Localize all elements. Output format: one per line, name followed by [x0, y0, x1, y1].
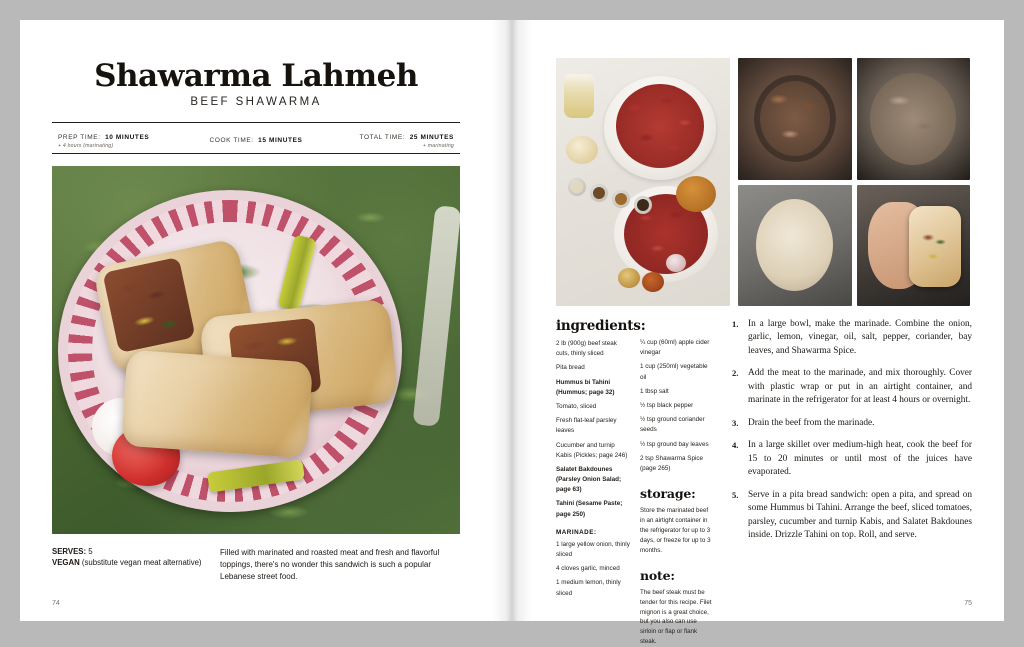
ingredient-item: 2 tsp Shawarma Spice (page 265)	[640, 454, 703, 472]
marinade-item: 1 large yellow onion, thinly sliced	[556, 540, 630, 558]
note-text: The beef steak must be tender for this recipe. Filet mignon is a great choice, but you also can use sirloin or flap or flank steak.	[640, 588, 712, 646]
raw-beef-top	[616, 84, 704, 168]
ingredients-column-2	[640, 318, 714, 647]
storage-heading: storage:	[640, 486, 696, 502]
vegan-note: (substitute vegan meat alternative)	[81, 558, 202, 568]
marinade-item: 4 cloves garlic, minced	[556, 565, 620, 573]
instruction-step: Serve in a pita bread sandwich: open a pita, and spread on some Hummus bi Tahini. Arrange the beef, sliced tomatoes, parsley, cucumber and turnip Kabis, and Salatet Bakdounes inside. Drizzle Tahini on top. Roll, and serve.	[748, 489, 972, 541]
step-photo-marinade	[738, 58, 852, 180]
hero-food-photo	[52, 166, 460, 534]
measuring-spoon-1	[568, 178, 586, 196]
serves-label: SERVES:	[52, 547, 87, 556]
step-photo-rolled-wrap	[857, 185, 971, 307]
instruction-step: Add the meat to the marinade, and mix thoroughly. Cover with plastic wrap or put in an airtight container, and marinate in the refrigerator for at least 4 hours or overnight.	[748, 368, 972, 406]
cook-time-value: 15 MINUTES	[258, 136, 303, 144]
measuring-spoon-3	[612, 190, 630, 208]
total-time-note: + marinating	[422, 143, 454, 150]
ingredient-item: 1 tbsp salt	[640, 387, 669, 395]
instruction-step: In a large bowl, make the marinade. Combine the onion, garlic, lemon, vinegar, oil, salt, pepper, coriander, bay leaves, and Shawarma Spice.	[748, 319, 972, 356]
ingredient-item: 2 lb (900g) beef steak cuts, thinly sliced	[556, 340, 617, 358]
marinade-item: 1 medium lemon, thinly sliced	[556, 579, 621, 597]
instruction-step: In a large skillet over medium-high heat, cook the beef for 15 to 20 minutes or until most of the juices have evaporated.	[748, 440, 972, 478]
ingredient-item: Cucumber and turnip Kabis (Pickles; page 246)	[556, 441, 628, 459]
oil-bottle	[564, 74, 594, 118]
left-page	[20, 20, 492, 621]
vegan-label: VEGAN	[52, 558, 80, 568]
serves-line	[52, 546, 202, 557]
step-photo-assembly	[738, 185, 852, 307]
ingredients-list-2	[640, 338, 714, 474]
prep-time	[52, 126, 188, 150]
storage-text: Store the marinated beef in an airtight container in the refrigerator for up to 3 days, or freeze for up to 3 months.	[640, 507, 711, 554]
vegan-line	[52, 557, 202, 568]
instructions-column	[724, 318, 972, 647]
time-bar	[52, 122, 460, 154]
garlic-cloves	[666, 254, 686, 272]
shawarma-wrap-3	[121, 350, 313, 459]
wrap-filling-1	[102, 257, 195, 353]
prep-time-note: + 4 hours (marinating)	[58, 143, 114, 150]
page-number-left: 74	[52, 600, 60, 607]
ingredients-column-1	[556, 318, 646, 647]
right-page	[532, 20, 1004, 646]
cook-time-label: COOK TIME:	[209, 136, 254, 144]
book-gutter	[492, 20, 532, 621]
spice-bowl-1	[618, 268, 640, 288]
total-time-value: 25 MINUTES	[409, 133, 454, 141]
spoon-contents-4	[637, 199, 649, 211]
instruction-step: Drain the beef from the marinade.	[748, 417, 875, 428]
serves-and-description	[52, 546, 460, 583]
ingredient-item: ½ tsp ground bay leaves	[640, 440, 709, 448]
step-photo-mixing	[857, 58, 971, 180]
text-columns	[556, 318, 972, 647]
total-time	[324, 126, 460, 150]
measuring-spoon-2	[590, 184, 608, 202]
ingredient-item: ½ tsp black pepper	[640, 401, 694, 409]
marinade-list	[556, 540, 630, 599]
ingredients-photo	[556, 58, 730, 306]
prep-time-label: PREP TIME:	[58, 133, 101, 141]
prep-time-value: 10 MINUTES	[105, 133, 150, 141]
ingredient-item: Tahini (Sesame Paste; page 250)	[556, 500, 623, 518]
step-photos	[738, 58, 970, 306]
spoon-contents-1	[571, 181, 583, 193]
patterned-plate	[58, 190, 402, 512]
marinade-heading: MARINADE:	[556, 528, 597, 536]
serves-column	[52, 546, 202, 583]
ingredients-list-1	[556, 339, 630, 520]
rolled-wrap	[909, 206, 961, 286]
copper-measure	[676, 176, 716, 212]
spoon-contents-3	[615, 193, 627, 205]
spice-bowl-2	[642, 272, 664, 292]
ingredient-item: 1 cup (250ml) vegetable oil	[640, 363, 708, 381]
page-number-right: 75	[964, 600, 972, 607]
ingredient-item: Fresh flat-leaf parsley leaves	[556, 417, 617, 435]
ingredient-item: Pita bread	[556, 364, 585, 372]
note-heading: note:	[640, 567, 675, 583]
ingredient-item: ¼ cup (60ml) apple cider vinegar	[640, 339, 710, 357]
ingredient-item: ½ tsp ground coriander seeds	[640, 416, 705, 434]
recipe-description: Filled with marinated and roasted meat and fresh and flavorful toppings, there's no wonder this sandwich is such a popular Lebanese street food.	[220, 548, 440, 581]
recipe-subtitle: BEEF SHAWARMA	[190, 96, 322, 108]
cook-time	[188, 129, 324, 147]
ingredient-item: Tomato, sliced	[556, 402, 597, 410]
spoon-contents-2	[593, 187, 605, 199]
serves-value: 5	[88, 547, 93, 556]
measuring-spoon-4	[634, 196, 652, 214]
right-page-content	[532, 20, 1004, 646]
total-time-label: TOTAL TIME:	[359, 133, 406, 141]
ingredients-heading: ingredients:	[556, 318, 646, 334]
pita-toppings	[768, 214, 822, 275]
onion	[566, 136, 598, 164]
instructions-list	[732, 318, 972, 543]
ingredient-item: Hummus bi Tahini (Hummus; page 32)	[556, 378, 615, 396]
page-title: Shawarma Lahmeh	[94, 58, 418, 94]
ingredient-item: Salatet Bakdounes (Parsley Onion Salad; page 63)	[556, 465, 622, 494]
